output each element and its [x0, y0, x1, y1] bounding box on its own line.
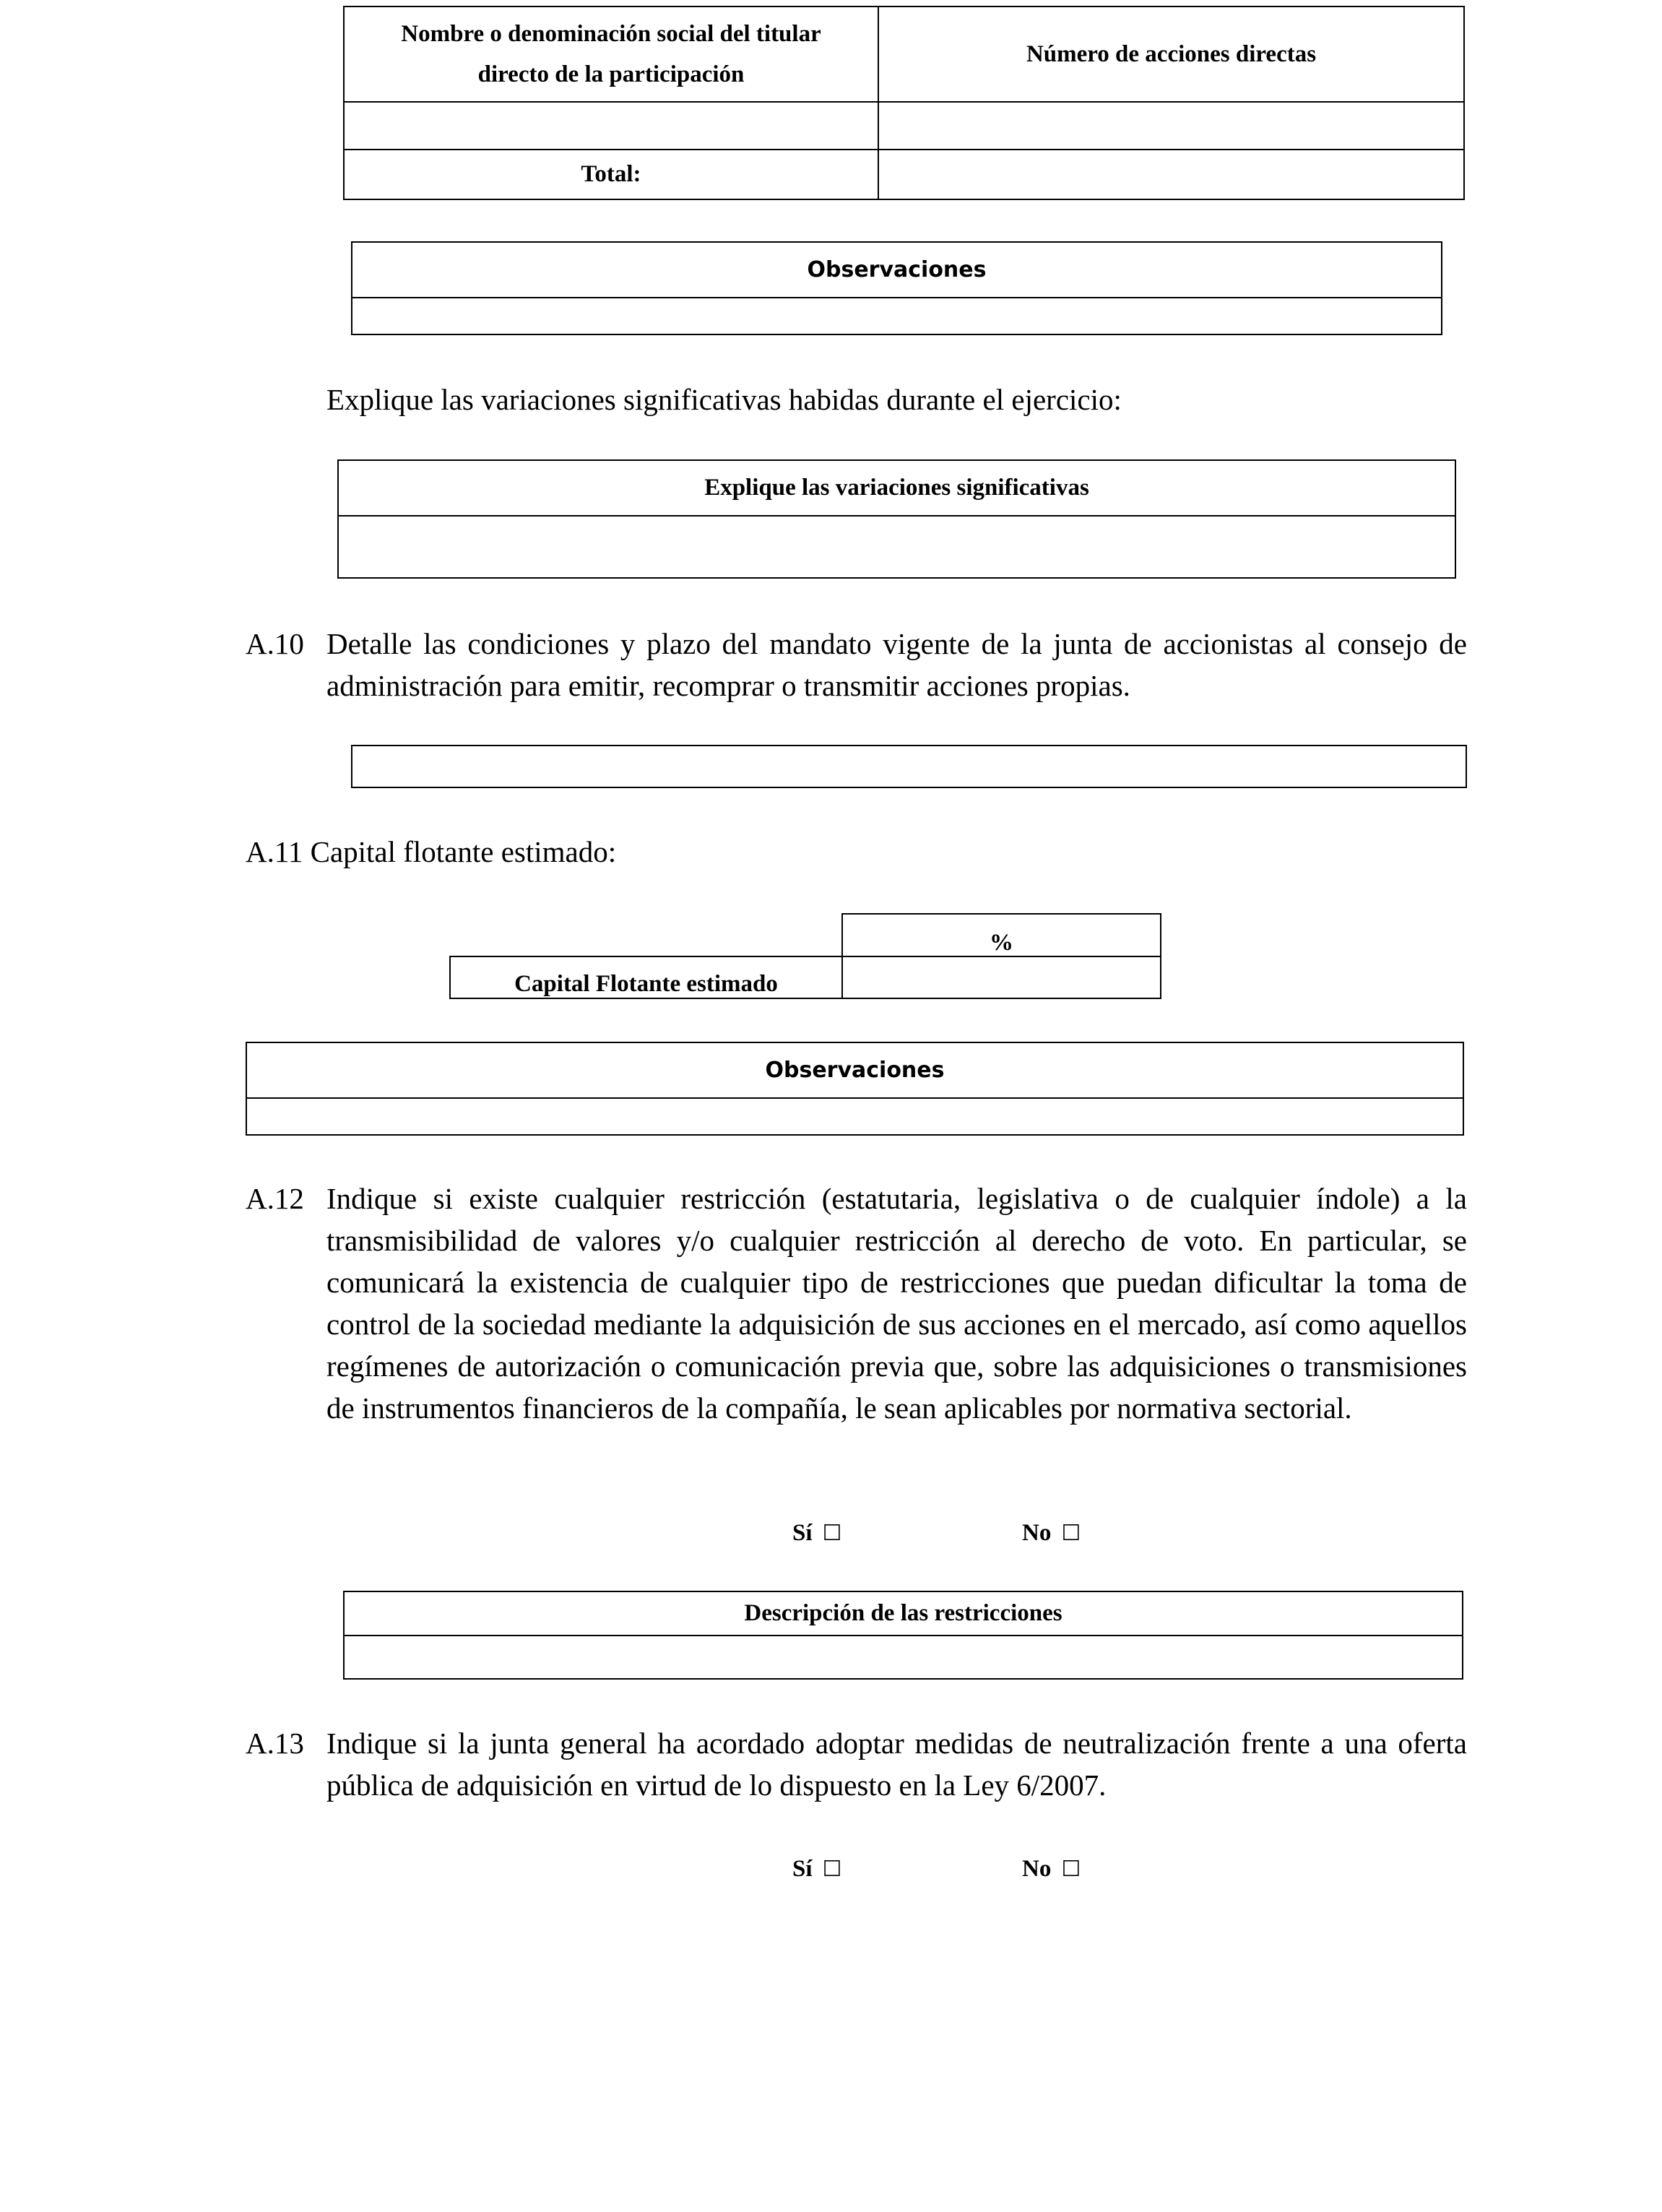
section-a12-text: Indique si existe cualquier restricción (estatutaria, legislativa o de cualquier índole) a la transmisibilidad de valores y/o cualquier restricción al derecho de voto. En particular, se comunicará la existencia de cualquier tipo de restricciones que puedan dificultar la toma de control de la sociedad mediante la adquisición de sus acciones en el mercado, así como aquellos regímenes de autorización o comunicación previa que, sobre las adquisiciones o transmisiones de instrumentos financieros de la compañía, le sean aplicables por normativa sectorial.	[326, 1182, 1467, 1425]
capital-percent-symbol: %	[990, 930, 1013, 956]
variaciones-intro	[326, 379, 1468, 420]
restricciones-header	[344, 1591, 1463, 1636]
observaciones-header-2-text: Observaciones	[765, 1058, 945, 1083]
holdings-cell-shares[interactable]	[878, 102, 1464, 150]
a13-no-option[interactable]	[1022, 1853, 1081, 1885]
a12-yes-checkbox-icon[interactable]: ☐	[822, 1521, 842, 1546]
observaciones-table-1	[351, 241, 1442, 335]
capital-label-cell	[449, 956, 843, 999]
restricciones-header-text: Descripción de las restricciones	[744, 1600, 1062, 1626]
holdings-header-titular	[344, 7, 878, 102]
section-a11-number: A.11	[246, 835, 303, 868]
variaciones-table	[337, 459, 1456, 579]
observaciones-header-2	[246, 1042, 1463, 1098]
capital-percent-value[interactable]	[841, 956, 1161, 999]
a12-no-option[interactable]	[1022, 1517, 1081, 1550]
restricciones-table	[343, 1591, 1463, 1680]
a12-yes-label: Sí	[792, 1520, 813, 1546]
holdings-cell-name[interactable]	[344, 102, 878, 150]
capital-percent-header	[841, 913, 1161, 957]
section-a12	[246, 1178, 1467, 1474]
holdings-header-titular-text: Nombre o denominación social del titular directo de la participación	[401, 21, 821, 87]
variaciones-header	[338, 460, 1455, 516]
restricciones-content[interactable]	[344, 1636, 1463, 1679]
holdings-total-label: Total:	[581, 161, 641, 187]
section-a13	[246, 1722, 1467, 1809]
a12-no-checkbox-icon[interactable]: ☐	[1061, 1521, 1081, 1546]
a13-yes-label: Sí	[792, 1856, 813, 1882]
capital-label: Capital Flotante estimado	[514, 971, 778, 997]
variaciones-intro-text: Explique las variaciones significativas habidas durante el ejercicio:	[326, 383, 1122, 416]
section-a10-text: Detalle las condiciones y plazo del mandato vigente de la junta de accionistas al consejo de administración para emitir, recomprar o transmitir acciones propias.	[326, 627, 1467, 702]
variaciones-content[interactable]	[338, 516, 1455, 578]
section-a13-text: Indique si la junta general ha acordado adoptar medidas de neutralización frente a una oferta pública de adquisición en virtud de lo dispuesto en la Ley 6/2007.	[326, 1727, 1467, 1802]
observaciones-table-2	[246, 1042, 1464, 1136]
section-a11	[246, 831, 1467, 873]
section-a10-number: A.10	[246, 627, 304, 660]
observaciones-content-1[interactable]	[352, 298, 1442, 334]
section-a12-number: A.12	[246, 1182, 304, 1215]
a12-yes-option[interactable]	[792, 1517, 841, 1550]
a13-no-checkbox-icon[interactable]: ☐	[1061, 1857, 1081, 1882]
a13-no-label: No	[1022, 1856, 1052, 1882]
holdings-total-label-cell	[344, 150, 878, 199]
holdings-total-value[interactable]	[878, 150, 1464, 199]
a12-no-label: No	[1022, 1520, 1052, 1546]
section-a10	[246, 623, 1467, 709]
holdings-table	[343, 6, 1465, 200]
holdings-header-acciones	[878, 7, 1464, 102]
holdings-header-acciones-text: Número de acciones directas	[1026, 40, 1317, 67]
section-a11-text: Capital flotante estimado:	[310, 835, 617, 868]
observaciones-header-1-text: Observaciones	[807, 257, 987, 282]
variaciones-header-text: Explique las variaciones significativas	[704, 475, 1089, 501]
section-a13-number: A.13	[246, 1727, 304, 1760]
a13-yes-option[interactable]	[792, 1853, 841, 1885]
a13-yes-checkbox-icon[interactable]: ☐	[822, 1857, 842, 1882]
a10-answer-box[interactable]	[351, 745, 1467, 788]
observaciones-content-2[interactable]	[246, 1098, 1463, 1135]
observaciones-header-1	[352, 242, 1442, 298]
